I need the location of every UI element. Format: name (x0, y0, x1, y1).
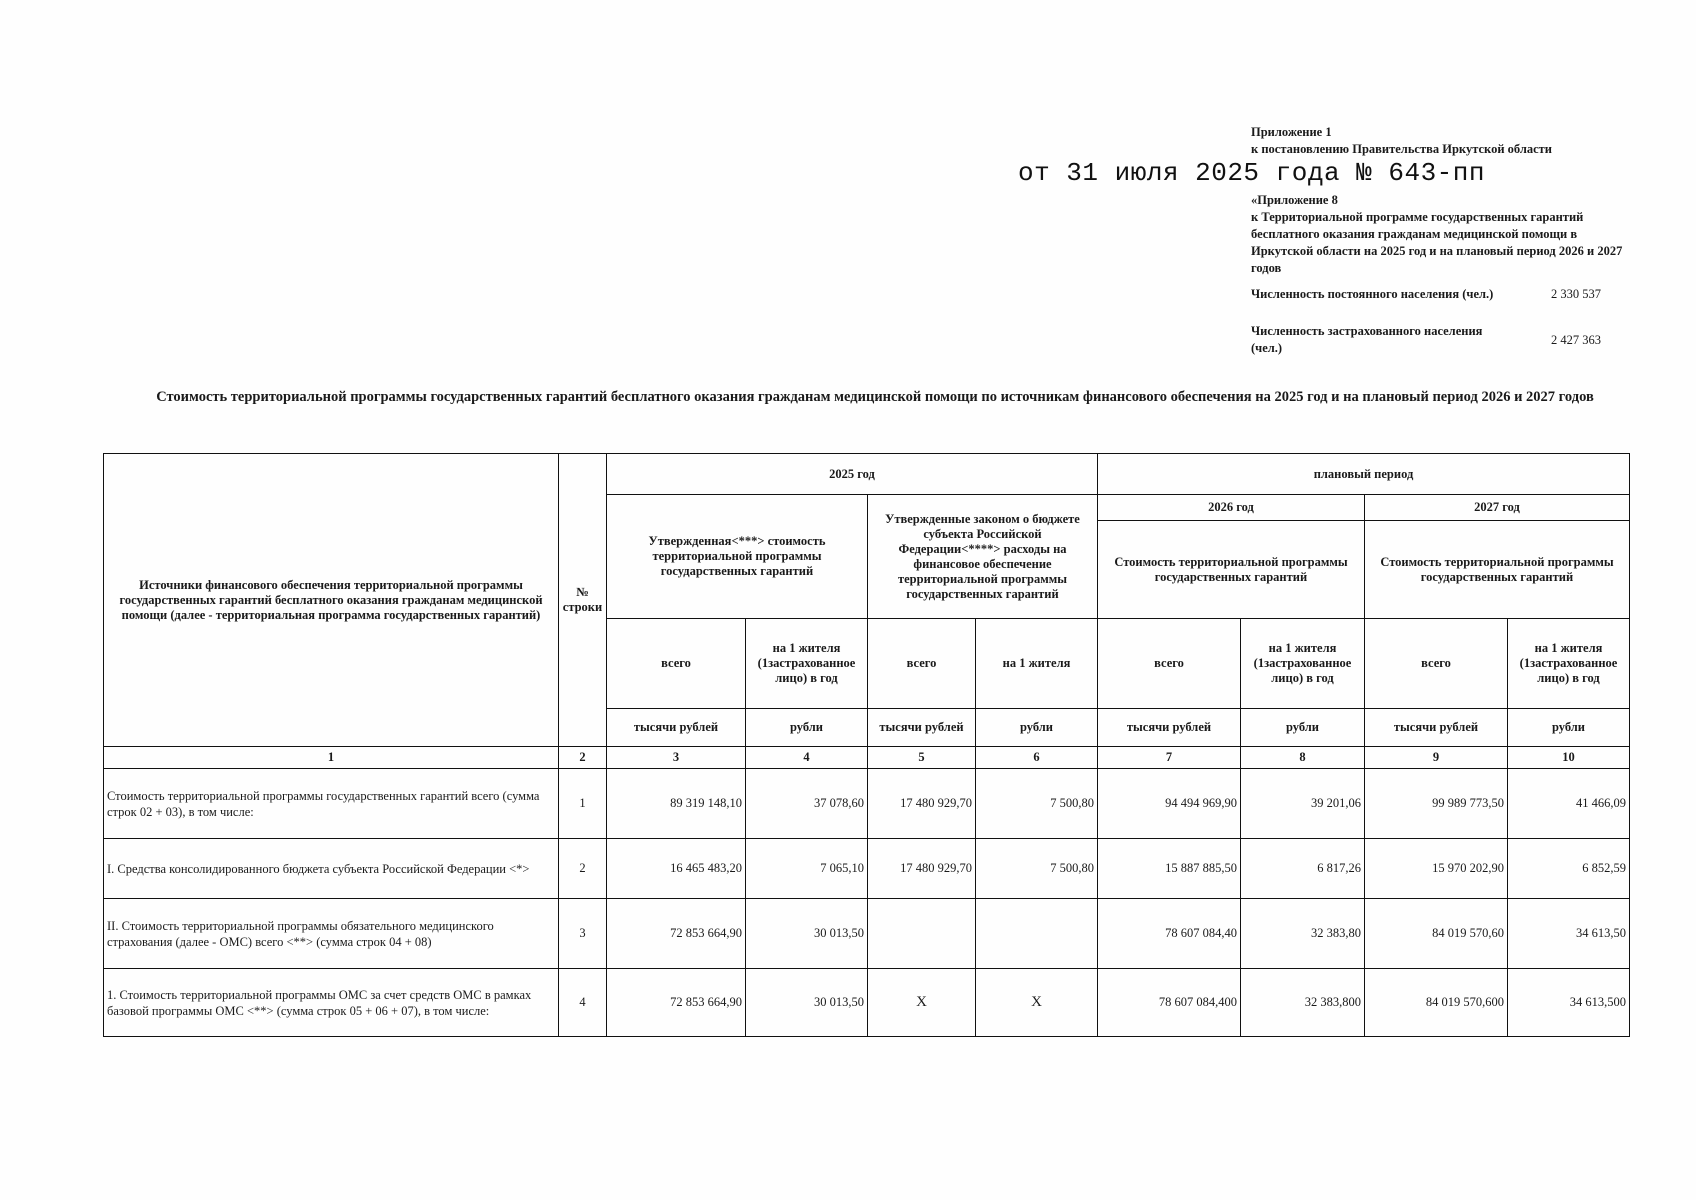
cell-value: 6 817,26 (1241, 839, 1365, 899)
cell-value: 6 852,59 (1508, 839, 1630, 899)
column-number: 5 (868, 747, 976, 769)
unit-thousand: тысячи рублей (1365, 709, 1508, 747)
header-cost-2026: Стоимость территориальной программы государственных гарантий (1098, 521, 1365, 619)
unit-thousand: тысячи рублей (607, 709, 746, 747)
cell-value: 7 500,80 (976, 839, 1098, 899)
cell-value: Х (976, 969, 1098, 1037)
column-numbers-row (104, 747, 1630, 769)
header-approved-cost: Утвержденная<***> стоимость территориальной программы государственных гарантий (607, 495, 868, 619)
cell-value: 7 500,80 (976, 769, 1098, 839)
row-number: 2 (559, 839, 607, 899)
header-year-2025: 2025 год (607, 454, 1098, 495)
cell-value: 72 853 664,90 (607, 899, 746, 969)
unit-rub: рубли (1508, 709, 1630, 747)
appendix-1-line1: Приложение 1 (1251, 125, 1332, 139)
cell-value: 72 853 664,90 (607, 969, 746, 1037)
table-row (104, 899, 1630, 969)
row-label: Стоимость территориальной программы государственных гарантий всего (сумма строк 02 + 03), в том числе: (104, 769, 559, 839)
cell-value: Х (868, 969, 976, 1037)
header-per-resident: на 1 жителя (976, 619, 1098, 709)
cell-value: 16 465 483,20 (607, 839, 746, 899)
cell-value: 94 494 969,90 (1098, 769, 1241, 839)
header-source: Источники финансового обеспечения территориальной программы государственных гарантий бесплатного оказания гражданам медицинской помощи (далее - территориальная программа государственных гарантий) (104, 454, 559, 747)
cell-value: 32 383,80 (1241, 899, 1365, 969)
column-number: 4 (746, 747, 868, 769)
header-per-insured: на 1 жителя (1застрахованное лицо) в год (1508, 619, 1630, 709)
header-approved-law: Утвержденные законом о бюджете субъекта Российской Федерации<****> расходы на финансовое обеспечение территориальной программы государственных гарантий (868, 495, 1098, 619)
row-number: 3 (559, 899, 607, 969)
row-label: 1. Стоимость территориальной программы ОМС за счет средств ОМС в рамках базовой программы ОМС <**> (сумма строк 05 + 06 + 07), в том числе: (104, 969, 559, 1037)
financing-table (103, 453, 1630, 1037)
header-total: всего (1365, 619, 1508, 709)
column-number: 9 (1365, 747, 1508, 769)
cell-value: 89 319 148,10 (607, 769, 746, 839)
cell-value: 15 887 885,50 (1098, 839, 1241, 899)
unit-rub: рубли (1241, 709, 1365, 747)
header-total: всего (868, 619, 976, 709)
column-number: 3 (607, 747, 746, 769)
population-insured (1251, 323, 1606, 357)
column-number: 2 (559, 747, 607, 769)
population-insured-label: Численность застрахованного населения (чел.) (1251, 324, 1483, 355)
cell-value (868, 899, 976, 969)
table-row (104, 769, 1630, 839)
appendix-8-header (1251, 192, 1631, 277)
cell-value: 34 613,50 (1508, 899, 1630, 969)
cell-value: 15 970 202,90 (1365, 839, 1508, 899)
column-number: 10 (1508, 747, 1630, 769)
population-permanent (1251, 285, 1606, 303)
cell-value: 84 019 570,600 (1365, 969, 1508, 1037)
header-year-2026: 2026 год (1098, 495, 1365, 521)
header-total: всего (1098, 619, 1241, 709)
row-number: 4 (559, 969, 607, 1037)
header-cost-2027: Стоимость территориальной программы государственных гарантий (1365, 521, 1630, 619)
cell-value: 30 013,50 (746, 969, 868, 1037)
cell-value: 17 480 929,70 (868, 839, 976, 899)
resolution-date-stamp: от 31 июля 2025 года № 643-пп (1018, 158, 1485, 188)
header-year-2027: 2027 год (1365, 495, 1630, 521)
header-total: всего (607, 619, 746, 709)
cell-value: 78 607 084,400 (1098, 969, 1241, 1037)
column-number: 7 (1098, 747, 1241, 769)
appendix-1-header (1251, 124, 1631, 158)
cell-value: 78 607 084,40 (1098, 899, 1241, 969)
appendix-8-line1: «Приложение 8 (1251, 193, 1338, 207)
cell-value: 17 480 929,70 (868, 769, 976, 839)
unit-rub: рубли (976, 709, 1098, 747)
appendix-8-line2: к Территориальной программе государственных гарантий бесплатного оказания гражданам медицинской помощи в Иркутской области на 2025 год и на плановый период 2026 и 2027 годов (1251, 210, 1623, 275)
unit-thousand: тысячи рублей (1098, 709, 1241, 747)
cell-value: 39 201,06 (1241, 769, 1365, 839)
cell-value: 34 613,500 (1508, 969, 1630, 1037)
population-permanent-label: Численность постоянного населения (чел.) (1251, 286, 1494, 301)
population-permanent-value: 2 330 537 (1551, 286, 1601, 301)
column-number: 8 (1241, 747, 1365, 769)
unit-rub: рубли (746, 709, 868, 747)
column-number: 6 (976, 747, 1098, 769)
table-row (104, 839, 1630, 899)
cell-value: 32 383,800 (1241, 969, 1365, 1037)
cell-value (976, 899, 1098, 969)
unit-thousand: тысячи рублей (868, 709, 976, 747)
cell-value: 84 019 570,60 (1365, 899, 1508, 969)
cell-value: 99 989 773,50 (1365, 769, 1508, 839)
header-per-insured: на 1 жителя (1застрахованное лицо) в год (746, 619, 868, 709)
table-row (104, 969, 1630, 1037)
cell-value: 41 466,09 (1508, 769, 1630, 839)
cell-value: 7 065,10 (746, 839, 868, 899)
row-number: 1 (559, 769, 607, 839)
row-label: II. Стоимость территориальной программы обязательного медицинского страхования (далее - ОМС) всего <**> (сумма строк 04 + 08) (104, 899, 559, 969)
header-planned-period: плановый период (1098, 454, 1630, 495)
document-title: Стоимость территориальной программы государственных гарантий бесплатного оказания гражданам медицинской помощи по источникам финансового обеспечения на 2025 год и на плановый период 2026 и 2027 годов (156, 389, 1594, 405)
header-per-insured: на 1 жителя (1застрахованное лицо) в год (1241, 619, 1365, 709)
cell-value: 37 078,60 (746, 769, 868, 839)
column-number: 1 (104, 747, 559, 769)
cell-value: 30 013,50 (746, 899, 868, 969)
appendix-1-line2: к постановлению Правительства Иркутской области (1251, 142, 1552, 156)
population-insured-value: 2 427 363 (1551, 332, 1601, 347)
row-label: I. Средства консолидированного бюджета субъекта Российской Федерации <*> (104, 839, 559, 899)
header-row-number: № строки (559, 454, 607, 747)
